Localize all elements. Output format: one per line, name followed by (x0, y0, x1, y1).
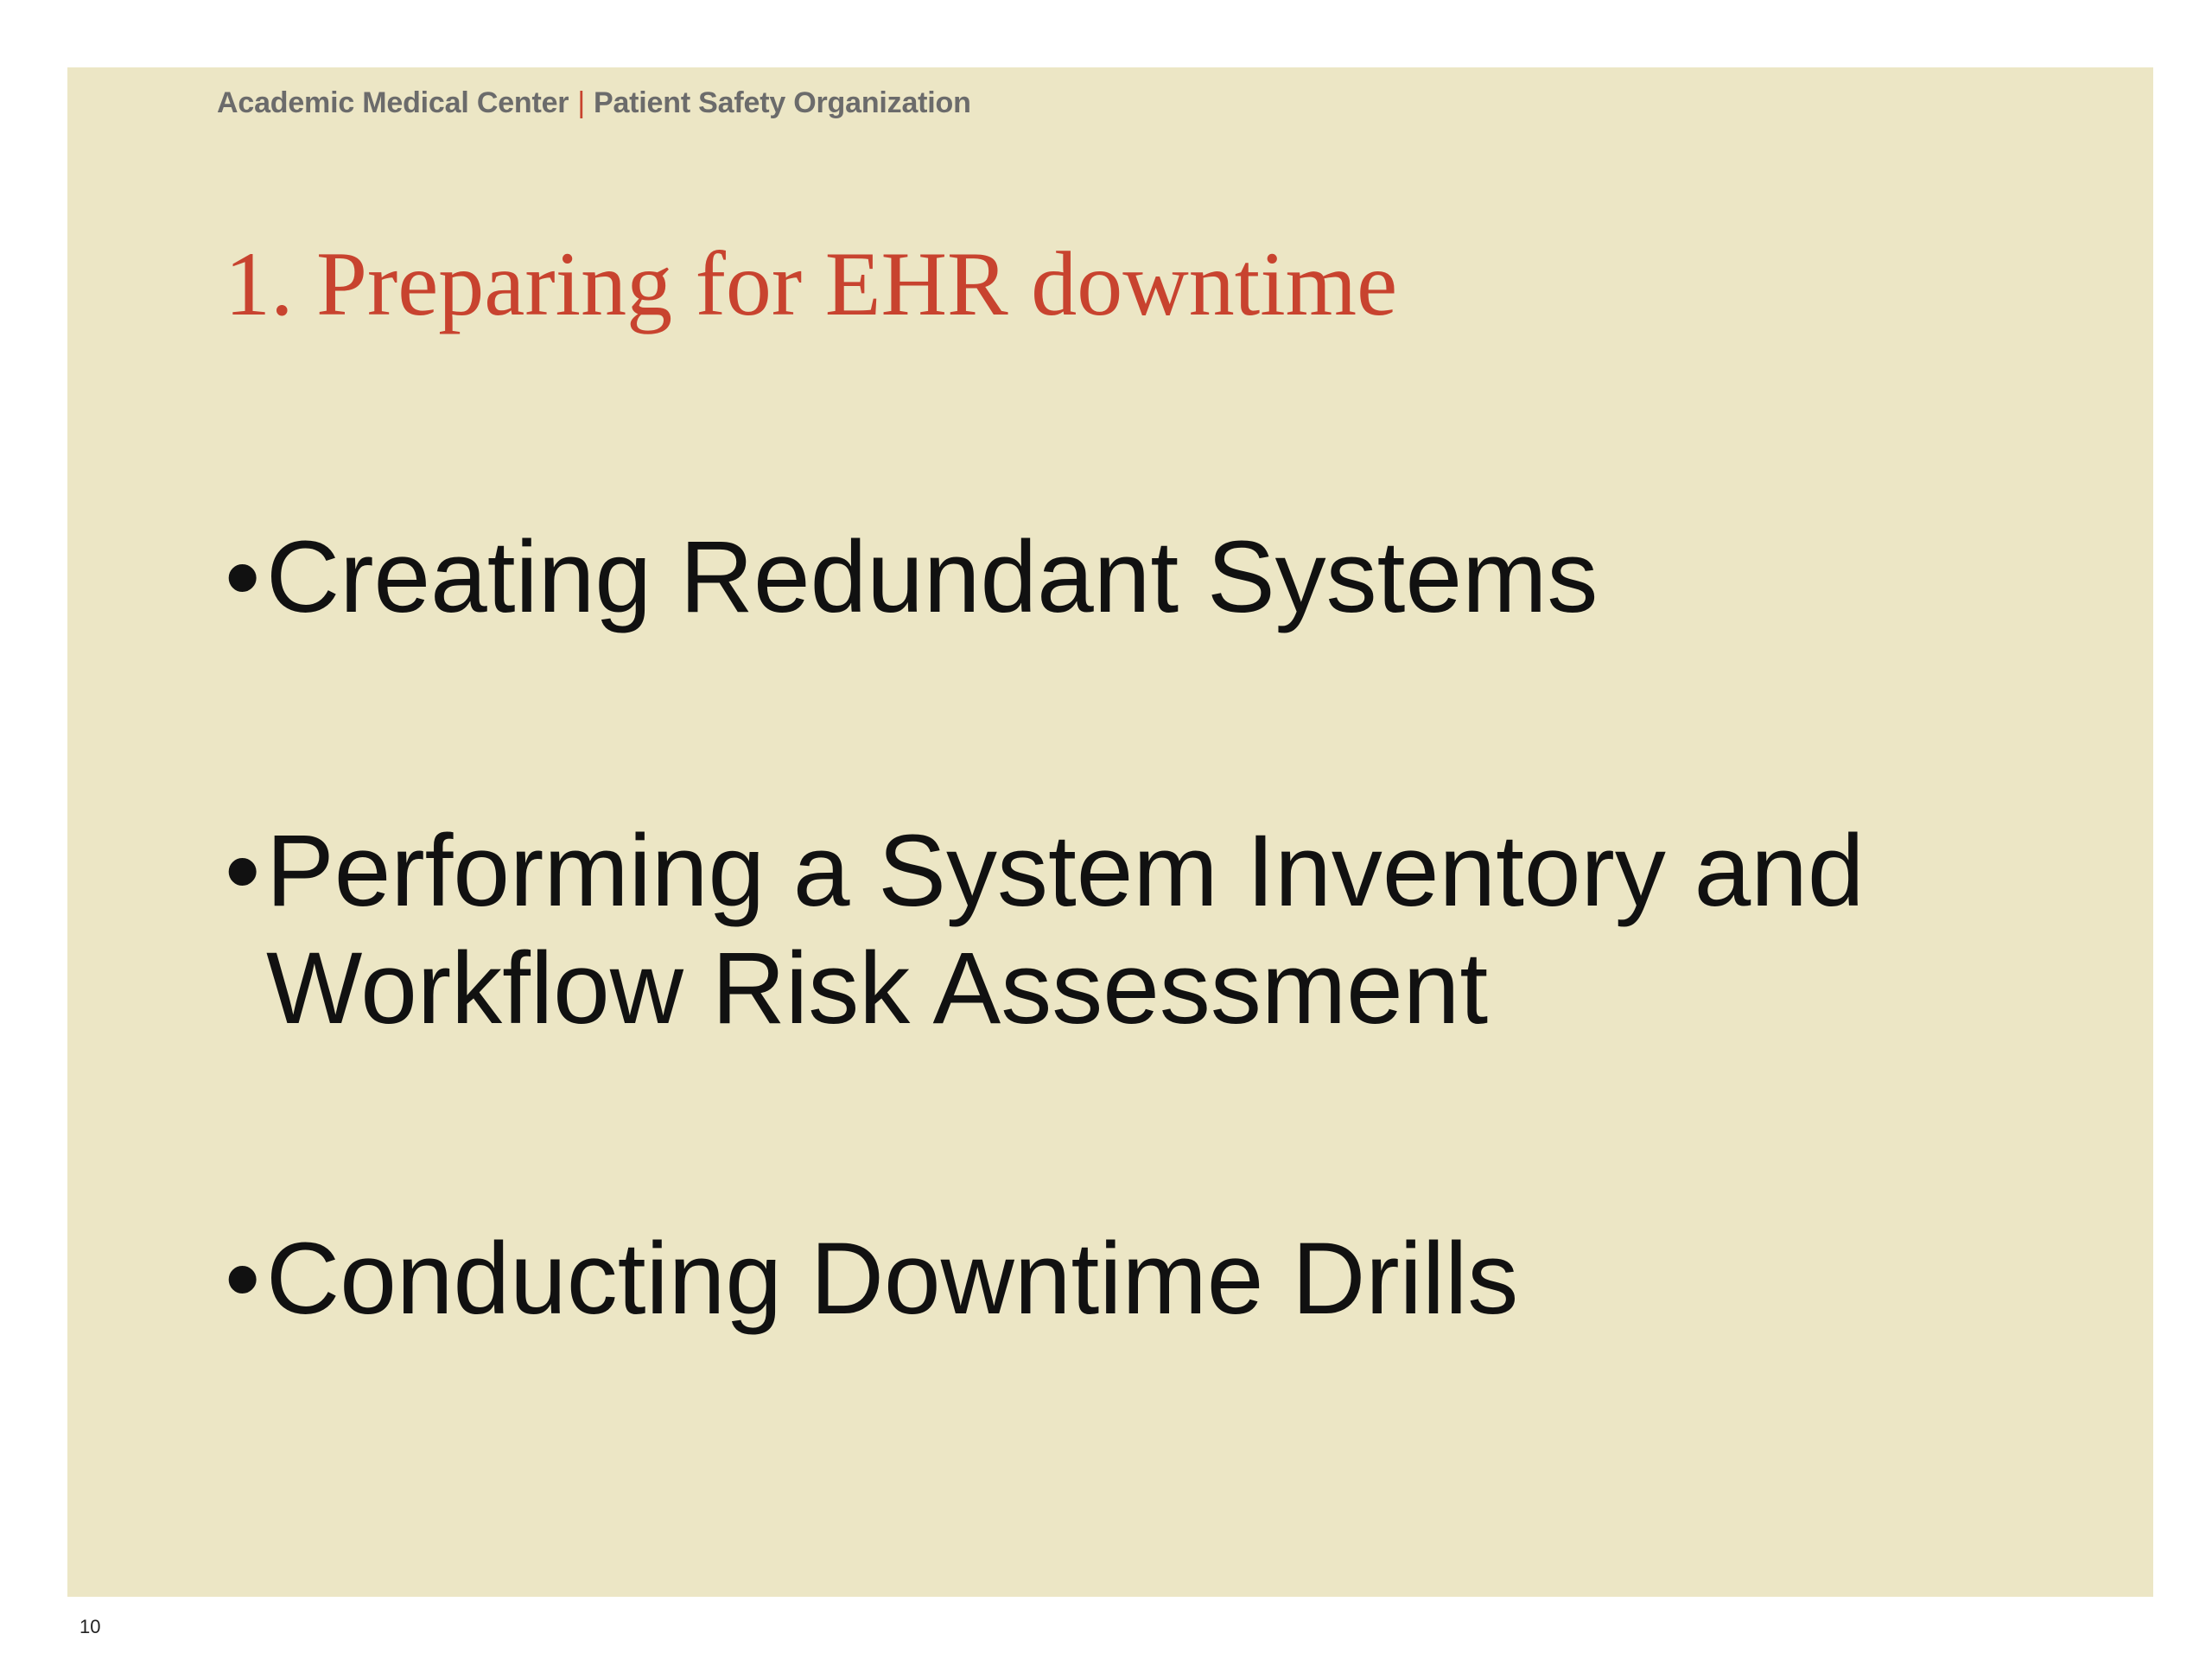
slide-title: 1. Preparing for EHR downtime (225, 233, 1398, 334)
slide-panel (67, 67, 2153, 1597)
bullet-text: Performing a System Inventory and Workflow Risk Assessment (266, 814, 1865, 1046)
bullet-marker: • (225, 814, 261, 928)
bullet-item (225, 518, 2039, 636)
bullet-marker: • (225, 520, 261, 634)
header-separator: | (577, 86, 585, 119)
organization-name: Academic Medical Center (217, 86, 569, 119)
bullet-text: Conducting Downtime Drills (266, 1222, 1519, 1336)
organization-header (217, 86, 971, 120)
bullet-item (225, 1220, 2039, 1338)
bullet-marker: • (225, 1222, 261, 1336)
page-number: 10 (79, 1616, 101, 1637)
bullet-item (225, 812, 2039, 1047)
organization-division: Patient Safety Organization (593, 86, 971, 119)
bullet-text: Creating Redundant Systems (266, 520, 1599, 634)
